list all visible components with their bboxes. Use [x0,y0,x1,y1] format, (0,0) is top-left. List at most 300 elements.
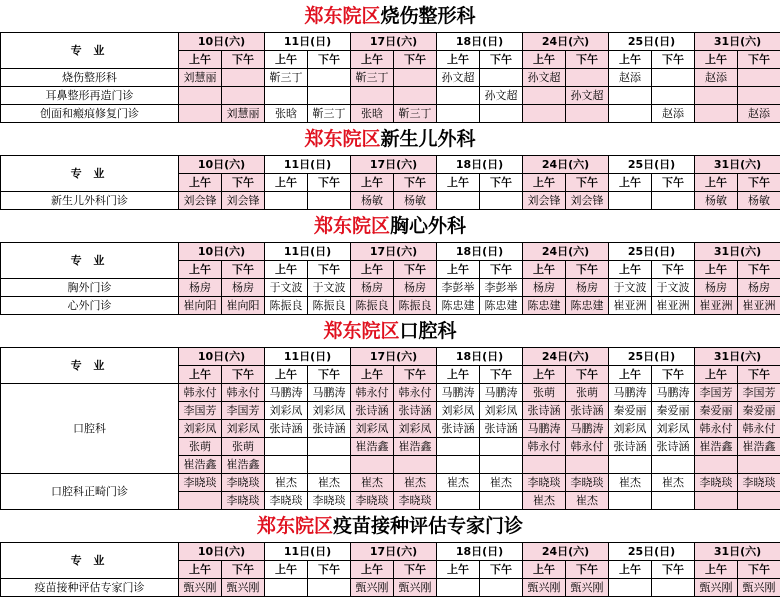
doctor-cell: 崔杰 [437,474,480,492]
doctor-cell: 崔杰 [265,474,308,492]
pm-header: 下午 [480,366,523,384]
doctor-cell: 崔浩鑫 [695,438,738,456]
doctor-cell: 于文波 [308,279,351,297]
doctor-cell: 孙文超 [437,69,480,87]
date-header-row [1,543,780,561]
doctor-cell: 崔杰 [480,474,523,492]
am-header: 上午 [265,366,308,384]
pm-header: 下午 [222,261,265,279]
pm-header: 下午 [394,261,437,279]
schedule-row [1,384,780,402]
am-header: 上午 [523,366,566,384]
doctor-cell: 杨房 [222,279,265,297]
schedule-row [1,474,780,492]
doctor-cell: 刘慧丽 [179,69,222,87]
doctor-cell [179,87,222,105]
doctor-cell: 刘彩凤 [308,402,351,420]
date-header: 11日(日) [265,156,351,174]
date-header: 11日(日) [265,33,351,51]
am-header: 上午 [351,561,394,579]
doctor-cell: 崔杰 [523,492,566,510]
doctor-cell [265,579,308,597]
doctor-cell: 崔杰 [394,474,437,492]
am-header: 上午 [609,561,652,579]
doctor-cell: 陈忠建 [523,297,566,315]
doctor-cell: 杨房 [394,279,437,297]
doctor-cell: 杨敏 [394,192,437,210]
doctor-cell: 韩永付 [695,420,738,438]
doctor-cell: 甄兴刚 [394,579,437,597]
doctor-cell: 陈忠建 [566,297,609,315]
doctor-cell [652,579,695,597]
doctor-cell [308,438,351,456]
pm-header: 下午 [738,261,780,279]
doctor-cell [437,438,480,456]
pm-header: 下午 [308,51,351,69]
doctor-cell: 李晓琰 [179,474,222,492]
doctor-cell [609,456,652,474]
doctor-cell [480,192,523,210]
doctor-cell: 李晓琰 [523,474,566,492]
am-header: 上午 [609,366,652,384]
doctor-cell: 杨敏 [351,192,394,210]
section-title [0,210,780,242]
schedule-row [1,87,780,105]
doctor-cell [437,192,480,210]
department-label: 口腔科 [1,384,179,474]
doctor-cell: 韩永付 [738,420,780,438]
doctor-cell [308,87,351,105]
doctor-cell: 刘彩凤 [394,420,437,438]
doctor-cell: 张诗涵 [308,420,351,438]
doctor-cell: 刘彩凤 [351,420,394,438]
department-label: 新生儿外科门诊 [1,192,179,210]
doctor-cell: 杨房 [695,279,738,297]
doctor-cell: 刘彩凤 [652,420,695,438]
department-name: 新生儿外科 [380,128,476,150]
pm-header: 下午 [652,261,695,279]
doctor-cell [609,579,652,597]
doctor-cell [480,579,523,597]
date-header: 25日(日) [609,543,695,561]
pm-header: 下午 [222,366,265,384]
pm-header: 下午 [566,366,609,384]
pm-header: 下午 [308,261,351,279]
date-header: 24日(六) [523,156,609,174]
doctor-cell: 甄兴刚 [566,579,609,597]
date-header: 24日(六) [523,243,609,261]
doctor-cell: 马鹏涛 [480,384,523,402]
doctor-cell: 于文波 [265,279,308,297]
section-title [0,315,780,347]
doctor-cell [695,492,738,510]
pm-header: 下午 [480,174,523,192]
date-header: 24日(六) [523,348,609,366]
doctor-cell: 张诗涵 [265,420,308,438]
am-header: 上午 [179,51,222,69]
doctor-cell: 李晓琰 [351,492,394,510]
major-header: 专 业 [1,156,179,192]
doctor-cell: 张诗涵 [480,420,523,438]
date-header: 10日(六) [179,243,265,261]
doctor-cell: 崔向阳 [179,297,222,315]
pm-header: 下午 [480,561,523,579]
pm-header: 下午 [652,51,695,69]
doctor-cell: 孙文超 [566,87,609,105]
doctor-cell: 秦爱丽 [695,402,738,420]
doctor-cell [738,456,780,474]
pm-header: 下午 [480,261,523,279]
doctor-cell [523,456,566,474]
doctor-cell: 甄兴刚 [351,579,394,597]
doctor-cell: 崔向阳 [222,297,265,315]
doctor-cell: 张诗涵 [437,420,480,438]
doctor-cell: 马鹏涛 [652,384,695,402]
doctor-cell: 李国芳 [222,402,265,420]
doctor-cell [394,456,437,474]
section-title [0,0,780,32]
doctor-cell: 刘会锋 [523,192,566,210]
doctor-cell [480,105,523,123]
doctor-cell: 张诗涵 [652,438,695,456]
schedule-table [0,155,780,210]
date-header: 25日(日) [609,348,695,366]
doctor-cell: 韩永付 [179,384,222,402]
doctor-cell: 崔浩鑫 [351,438,394,456]
doctor-cell: 甄兴刚 [738,579,780,597]
am-header: 上午 [695,261,738,279]
doctor-cell [652,87,695,105]
date-header: 24日(六) [523,33,609,51]
doctor-cell: 于文波 [652,279,695,297]
schedule-table [0,32,780,123]
date-header: 18日(日) [437,243,523,261]
doctor-cell [480,456,523,474]
doctor-cell [308,579,351,597]
doctor-cell: 张诗涵 [523,402,566,420]
doctor-cell: 崔亚洲 [738,297,780,315]
am-header: 上午 [695,174,738,192]
doctor-cell: 张萌 [179,438,222,456]
doctor-cell [652,192,695,210]
doctor-cell [437,87,480,105]
doctor-cell [308,69,351,87]
doctor-cell [437,456,480,474]
doctor-cell: 李晓琰 [695,474,738,492]
doctor-cell [609,87,652,105]
doctor-cell: 刘彩凤 [265,402,308,420]
doctor-cell: 赵添 [695,69,738,87]
doctor-cell: 杨房 [523,279,566,297]
am-header: 上午 [437,561,480,579]
doctor-cell: 甄兴刚 [523,579,566,597]
doctor-cell [265,456,308,474]
doctor-cell: 张诗涵 [566,402,609,420]
pm-header: 下午 [222,51,265,69]
date-header: 25日(日) [609,156,695,174]
doctor-cell [738,492,780,510]
pm-header: 下午 [652,174,695,192]
date-header: 18日(日) [437,348,523,366]
department-label: 疫苗接种评估专家门诊 [1,579,179,597]
doctor-cell [609,492,652,510]
doctor-cell: 刘彩凤 [437,402,480,420]
date-header: 10日(六) [179,543,265,561]
pm-header: 下午 [652,366,695,384]
am-header: 上午 [351,174,394,192]
doctor-cell [179,492,222,510]
schedule-row [1,279,780,297]
campus-name: 郑东院区 [313,215,390,237]
pm-header: 下午 [738,561,780,579]
major-header: 专 业 [1,543,179,579]
am-header: 上午 [523,51,566,69]
am-header: 上午 [609,261,652,279]
am-header: 上午 [523,261,566,279]
schedule-row [1,192,780,210]
doctor-cell: 马鹏涛 [265,384,308,402]
doctor-cell: 陈忠建 [480,297,523,315]
pm-header: 下午 [480,51,523,69]
pm-header: 下午 [394,174,437,192]
pm-header: 下午 [652,561,695,579]
doctor-cell: 李国芳 [695,384,738,402]
doctor-cell: 崔杰 [308,474,351,492]
doctor-cell: 杨房 [351,279,394,297]
doctor-cell [308,456,351,474]
doctor-cell: 韩永付 [394,384,437,402]
doctor-cell: 崔杰 [351,474,394,492]
am-header: 上午 [265,261,308,279]
doctor-cell: 陈忠建 [437,297,480,315]
am-header: 上午 [609,51,652,69]
doctor-cell: 秦爱丽 [609,402,652,420]
section-title [0,123,780,155]
section-title [0,510,780,542]
doctor-cell [480,69,523,87]
doctor-cell [695,456,738,474]
doctor-cell: 马鹏涛 [609,384,652,402]
doctor-cell: 韩永付 [566,438,609,456]
department-name: 烧伤整形科 [380,5,476,27]
doctor-cell: 刘彩凤 [179,420,222,438]
doctor-cell [566,69,609,87]
doctor-cell [566,105,609,123]
doctor-cell [738,69,780,87]
doctor-cell: 赵添 [652,105,695,123]
doctor-cell [738,87,780,105]
date-header: 17日(六) [351,243,437,261]
date-header: 31日(六) [695,243,780,261]
department-label: 胸外门诊 [1,279,179,297]
doctor-cell: 杨敏 [695,192,738,210]
pm-header: 下午 [738,174,780,192]
doctor-cell: 马鹏涛 [566,420,609,438]
campus-name: 郑东院区 [323,320,400,342]
doctor-cell: 崔亚洲 [609,297,652,315]
doctor-cell: 赵添 [609,69,652,87]
doctor-cell: 刘彩凤 [222,420,265,438]
pm-header: 下午 [394,561,437,579]
doctor-cell [265,438,308,456]
date-header: 10日(六) [179,348,265,366]
doctor-cell: 张萌 [523,384,566,402]
campus-name: 郑东院区 [256,515,333,537]
doctor-cell: 杨房 [566,279,609,297]
doctor-cell [179,105,222,123]
doctor-cell [437,105,480,123]
doctor-cell: 崔亚洲 [652,297,695,315]
department-label: 烧伤整形科 [1,69,179,87]
am-header: 上午 [179,261,222,279]
doctor-cell: 靳三丁 [394,105,437,123]
pm-header: 下午 [738,366,780,384]
date-header: 18日(日) [437,33,523,51]
schedule-row [1,69,780,87]
doctor-cell [523,105,566,123]
doctor-cell: 陈振良 [394,297,437,315]
doctor-cell: 刘彩凤 [480,402,523,420]
date-header: 17日(六) [351,348,437,366]
date-header: 25日(日) [609,33,695,51]
date-header-row [1,243,780,261]
schedule-row [1,579,780,597]
department-label: 创面和瘢痕修复门诊 [1,105,179,123]
doctor-cell: 靳三丁 [308,105,351,123]
doctor-cell: 马鹏涛 [437,384,480,402]
schedule-row [1,105,780,123]
schedule-table [0,542,780,597]
doctor-cell: 陈振良 [308,297,351,315]
date-header: 31日(六) [695,156,780,174]
doctor-cell: 李晓琰 [566,474,609,492]
doctor-cell: 崔浩鑫 [394,438,437,456]
am-header: 上午 [437,51,480,69]
doctor-cell: 崔浩鑫 [179,456,222,474]
doctor-cell [222,69,265,87]
date-header: 18日(日) [437,156,523,174]
doctor-cell: 韩永付 [222,384,265,402]
am-header: 上午 [265,174,308,192]
doctor-cell: 马鹏涛 [523,420,566,438]
am-header: 上午 [351,51,394,69]
doctor-cell: 于文波 [609,279,652,297]
am-header: 上午 [437,261,480,279]
date-header-row [1,156,780,174]
doctor-cell: 崔浩鑫 [738,438,780,456]
doctor-cell: 李国芳 [738,384,780,402]
doctor-cell: 张诗涵 [351,402,394,420]
doctor-cell: 崔杰 [652,474,695,492]
doctor-cell: 李彭举 [437,279,480,297]
department-name: 口腔科 [399,320,457,342]
doctor-cell: 崔亚洲 [695,297,738,315]
doctor-cell: 刘彩凤 [609,420,652,438]
doctor-cell: 陈振良 [351,297,394,315]
am-header: 上午 [437,174,480,192]
date-header: 10日(六) [179,156,265,174]
major-header: 专 业 [1,348,179,384]
am-header: 上午 [695,51,738,69]
doctor-cell [566,456,609,474]
doctor-cell [523,87,566,105]
date-header: 31日(六) [695,543,780,561]
doctor-cell: 韩永付 [523,438,566,456]
doctor-cell: 赵添 [738,105,780,123]
doctor-cell [609,192,652,210]
doctor-cell [695,105,738,123]
schedule-table [0,347,780,510]
date-header: 24日(六) [523,543,609,561]
doctor-cell: 李晓琰 [222,492,265,510]
date-header: 18日(日) [437,543,523,561]
doctor-cell: 韩永付 [351,384,394,402]
date-header: 31日(六) [695,348,780,366]
pm-header: 下午 [566,261,609,279]
am-header: 上午 [265,51,308,69]
doctor-cell: 甄兴刚 [222,579,265,597]
doctor-cell: 崔杰 [609,474,652,492]
doctor-cell: 杨房 [738,279,780,297]
doctor-cell: 靳三丁 [351,69,394,87]
doctor-cell: 杨房 [179,279,222,297]
doctor-cell: 李晓琰 [394,492,437,510]
date-header: 11日(日) [265,243,351,261]
pm-header: 下午 [566,51,609,69]
am-header: 上午 [695,561,738,579]
pm-header: 下午 [308,174,351,192]
doctor-cell: 刘会锋 [222,192,265,210]
am-header: 上午 [695,366,738,384]
date-header: 17日(六) [351,33,437,51]
doctor-cell [480,492,523,510]
date-header: 10日(六) [179,33,265,51]
doctor-cell [394,69,437,87]
am-header: 上午 [179,366,222,384]
department-label: 口腔科正畸门诊 [1,474,179,510]
am-header: 上午 [351,366,394,384]
date-header: 11日(日) [265,348,351,366]
doctor-cell: 李晓琰 [738,474,780,492]
doctor-cell: 李彭举 [480,279,523,297]
date-header: 17日(六) [351,156,437,174]
doctor-cell [652,456,695,474]
doctor-cell [695,87,738,105]
doctor-cell [480,438,523,456]
pm-header: 下午 [222,174,265,192]
am-header: 上午 [265,561,308,579]
pm-header: 下午 [394,51,437,69]
doctor-cell [609,105,652,123]
doctor-cell: 陈振良 [265,297,308,315]
doctor-cell: 张晗 [265,105,308,123]
pm-header: 下午 [566,174,609,192]
doctor-cell [265,192,308,210]
date-header-row [1,348,780,366]
doctor-cell: 孙文超 [523,69,566,87]
date-header: 31日(六) [695,33,780,51]
am-header: 上午 [179,561,222,579]
department-name: 胸心外科 [390,215,467,237]
department-label: 耳鼻整形再造门诊 [1,87,179,105]
date-header: 11日(日) [265,543,351,561]
campus-name: 郑东院区 [304,128,381,150]
doctor-cell [437,492,480,510]
campus-name: 郑东院区 [304,5,381,27]
doctor-cell: 张诗涵 [394,402,437,420]
doctor-cell [222,87,265,105]
am-header: 上午 [437,366,480,384]
